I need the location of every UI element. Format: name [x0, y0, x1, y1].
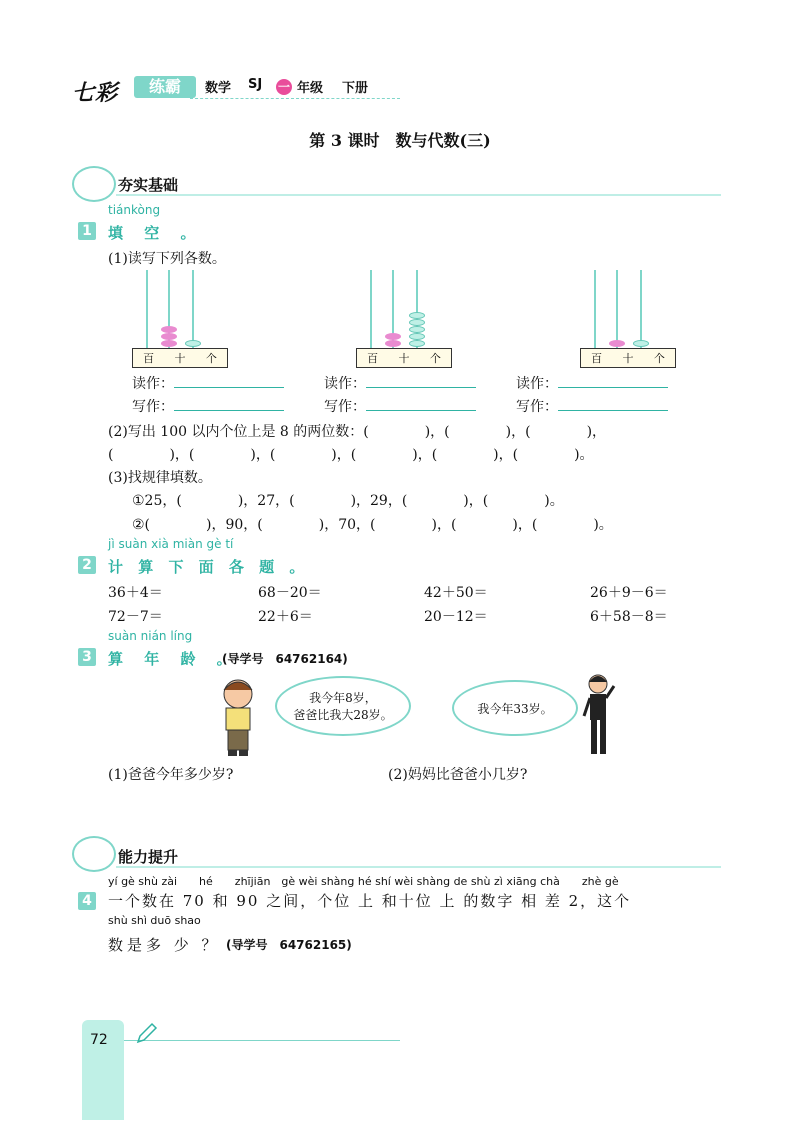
bubble-line: 我今年8岁， — [309, 691, 377, 705]
abacus-rod — [640, 270, 642, 348]
ones-label: 个 — [429, 352, 441, 365]
bead — [409, 340, 425, 347]
write-label: 写作： — [324, 399, 366, 415]
bead — [161, 333, 177, 340]
calc-item: 68－20＝ — [258, 585, 322, 601]
q3-pinyin: suàn nián líng — [108, 629, 193, 643]
tens-label: 十 — [174, 352, 186, 365]
q1-sub3: (3)找规律填数。 — [108, 470, 212, 486]
bead — [409, 326, 425, 333]
calc-item: 22＋6＝ — [258, 609, 313, 625]
calc-item: 36＋4＝ — [108, 585, 163, 601]
hundreds-label: 百 — [367, 352, 379, 365]
q4-line2: 数是多 少 ？ — [108, 936, 221, 954]
write-label: 写作： — [516, 399, 558, 415]
ones-label: 个 — [205, 352, 217, 365]
q4-number: 4 — [78, 892, 96, 910]
q1-sub2-line2: ( )，( )，( )，( )，( )，( )。 — [108, 447, 594, 463]
ones-label: 个 — [653, 352, 665, 365]
read-answer-3[interactable] — [516, 373, 668, 393]
edition-label: SJ — [248, 77, 263, 92]
q3-guide-number: (导学号 64762164) — [222, 652, 348, 666]
bead — [385, 340, 401, 347]
subject-label: 数学 — [205, 81, 232, 96]
calc-item: 42＋50＝ — [424, 585, 488, 601]
lesson-title: 第 3 课时 数与代数(三) — [309, 131, 491, 150]
q1-title: 填 空 。 — [108, 224, 204, 242]
q1-sub2-line1: (2)写出 100 以内个位上是 8 的两位数：( )，( )，( )， — [108, 424, 607, 440]
speech-bubble-boy — [275, 676, 411, 736]
q4-pinyin-line1: yí gè shù zài hé zhījiān gè wèi shàng hé shí wèi shàng de shù zì xiāng chà zhè gè — [108, 875, 619, 888]
speech-bubble-mom — [452, 680, 578, 736]
write-answer-2[interactable] — [324, 396, 476, 416]
bubble-line: 我今年33岁。 — [477, 701, 553, 716]
q2-number: 2 — [78, 556, 96, 574]
header-divider — [190, 98, 400, 99]
tens-label: 十 — [398, 352, 410, 365]
calc-item: 26＋9－6＝ — [590, 585, 668, 601]
pencil-icon — [134, 1022, 158, 1046]
answer-line[interactable] — [366, 373, 476, 388]
section-divider — [116, 866, 721, 868]
abacus-rod — [370, 270, 372, 348]
calc-item: 72－7＝ — [108, 609, 163, 625]
bead — [409, 333, 425, 340]
read-answer-2[interactable] — [324, 373, 476, 393]
q1-number: 1 — [78, 222, 96, 240]
section-divider — [116, 194, 721, 196]
read-answer-1[interactable] — [132, 373, 284, 393]
q2-pinyin: jì suàn xià miàn gè tí — [108, 537, 234, 551]
mascot-icon — [72, 836, 116, 872]
abacus-base — [356, 348, 452, 368]
q1-sub3-b: ②( )，90，( )，70，( )，( )，( )。 — [132, 517, 613, 533]
mascot-icon — [72, 166, 116, 202]
q1-pinyin: tiánkòng — [108, 203, 161, 217]
mom-illustration — [576, 672, 620, 758]
abacus-3 — [580, 268, 680, 368]
write-answer-3[interactable] — [516, 396, 668, 416]
abacus-base — [132, 348, 228, 368]
q4-line1: 一个数在 70 和 90 之间，个位 上 和十位 上 的数字 相 差 2，这个 — [108, 892, 632, 910]
boy-illustration — [212, 676, 272, 758]
bead — [185, 340, 201, 347]
bead — [161, 326, 177, 333]
q4-pinyin-line2: shù shì duō shao — [108, 914, 201, 927]
abacus-2 — [356, 268, 456, 368]
q1-sub3-a: ①25，( )，27，( )，29，( )，( )。 — [132, 493, 564, 509]
answer-line[interactable] — [366, 396, 476, 411]
answer-line[interactable] — [174, 396, 284, 411]
footer-divider — [124, 1040, 400, 1041]
bead — [385, 333, 401, 340]
answer-line[interactable] — [558, 373, 668, 388]
q3-sub2: (2)妈妈比爸爸小几岁? — [388, 767, 528, 783]
bubble-line: 爸爸比我大28岁。 — [293, 708, 393, 722]
abacus-base — [580, 348, 676, 368]
hundreds-label: 百 — [591, 352, 603, 365]
abacus-rod — [594, 270, 596, 348]
calc-item: 6＋58－8＝ — [590, 609, 668, 625]
read-label: 读作： — [324, 376, 366, 392]
bead — [161, 340, 177, 347]
write-answer-1[interactable] — [132, 396, 284, 416]
grade-number-badge: 一 — [277, 80, 290, 94]
q2-title: 计 算 下 面 各 题 。 — [108, 558, 310, 576]
volume-label: 下册 — [342, 81, 369, 96]
hundreds-label: 百 — [143, 352, 155, 365]
page-number: 72 — [90, 1032, 108, 1048]
q3-sub1: (1)爸爸今年多少岁? — [108, 767, 234, 783]
read-label: 读作： — [516, 376, 558, 392]
tens-label: 十 — [622, 352, 634, 365]
answer-line[interactable] — [174, 373, 284, 388]
bead — [609, 340, 625, 347]
grade-label: 年级 — [297, 81, 324, 96]
q3-number: 3 — [78, 648, 96, 666]
bead — [409, 319, 425, 326]
abacus-rod — [146, 270, 148, 348]
answer-line[interactable] — [558, 396, 668, 411]
abacus-1 — [132, 268, 232, 368]
abacus-rod — [192, 270, 194, 348]
bead — [409, 312, 425, 319]
brand-logo-box: 练霸 — [134, 76, 196, 98]
section-title-basics: 夯实基础 — [118, 176, 179, 194]
bead — [633, 340, 649, 347]
q3-title: 算 年 龄 。 — [108, 650, 240, 668]
read-label: 读作： — [132, 376, 174, 392]
calc-item: 20－12＝ — [424, 609, 488, 625]
q4-guide-number: (导学号 64762165) — [226, 938, 352, 952]
q1-sub1: (1)读写下列各数。 — [108, 251, 226, 267]
brand-logo-text: 七彩 — [72, 81, 119, 106]
abacus-rod — [616, 270, 618, 348]
section-title-advanced: 能力提升 — [118, 848, 179, 866]
write-label: 写作： — [132, 399, 174, 415]
